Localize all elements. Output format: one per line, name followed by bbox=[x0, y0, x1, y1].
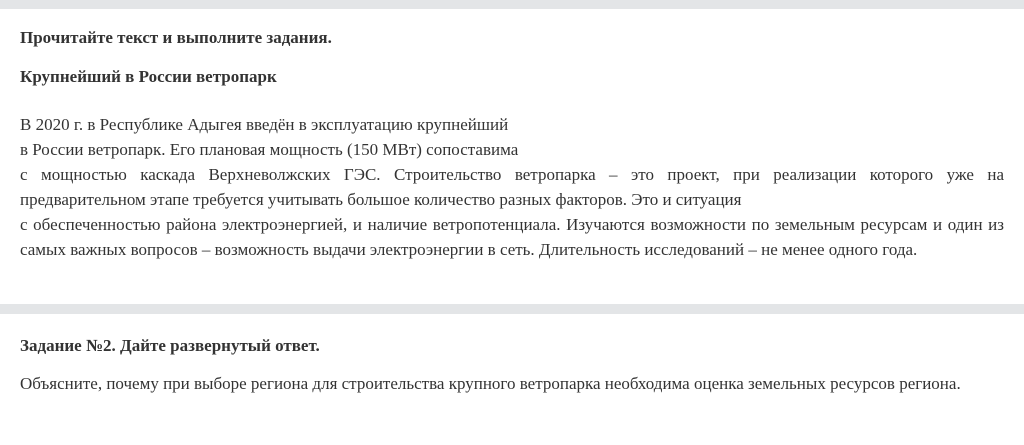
article-body bbox=[20, 112, 1004, 262]
top-border bbox=[0, 0, 1024, 9]
text-panel bbox=[0, 9, 1024, 304]
task-panel bbox=[0, 314, 1024, 445]
instruction-heading: Прочитайте текст и выполните задания. bbox=[20, 28, 332, 47]
article-line: с обеспеченностью района электроэнергией, и наличие ветропотенциала. Изучаются возможности по земельным ресурсам и один из самых важных вопросов – возможность выдачи электроэнергии в сеть. Длительность исследований – не менее одного года. bbox=[20, 215, 1004, 259]
task-question: Объясните, почему при выборе региона для строительства крупного ветропарка необходима оценка земельных ресурсов региона. bbox=[20, 374, 961, 393]
task-title: Задание №2. Дайте развернутый ответ. bbox=[20, 336, 320, 355]
article-line: в России ветропарк. Его плановая мощность (150 МВт) сопоставима bbox=[20, 140, 519, 159]
article-line: В 2020 г. в Республике Адыгея введён в эксплуатацию крупнейший bbox=[20, 115, 509, 134]
article-title: Крупнейший в России ветропарк bbox=[20, 67, 277, 86]
article-line: с мощностью каскада Верхневолжских ГЭС. Строительство ветропарка – это проект, при реализации которого уже на предварительном этапе требуется учитывать большое количество разных факторов. Это и ситуация bbox=[20, 165, 1004, 209]
panel-separator bbox=[0, 304, 1024, 314]
